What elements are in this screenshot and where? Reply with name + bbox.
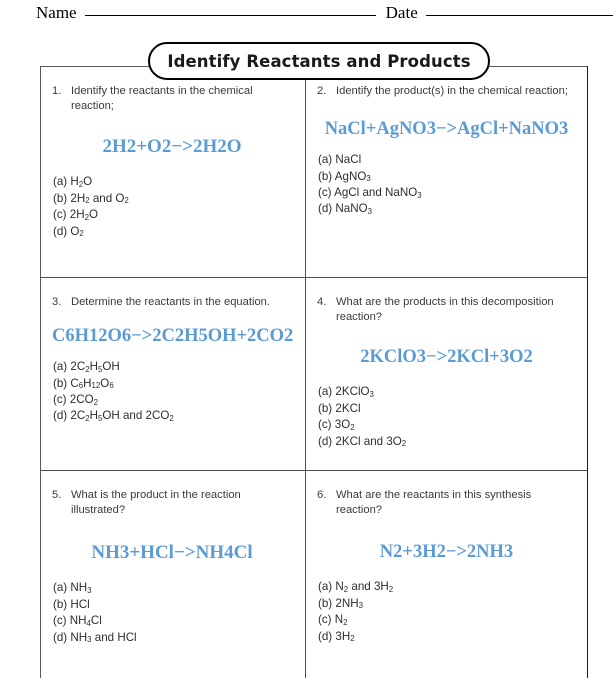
question-cell-2 [305, 66, 588, 276]
name-date-header [0, 0, 613, 30]
option-label: (a) [53, 581, 71, 595]
answer-option[interactable] [318, 629, 576, 645]
worksheet-title-badge [148, 42, 490, 80]
answer-option[interactable] [53, 597, 292, 613]
answer-option[interactable] [53, 376, 292, 392]
option-formula: $NH_3$ [70, 581, 92, 595]
question-cell-5 [40, 470, 304, 678]
questions-grid [40, 66, 588, 678]
answer-option[interactable] [318, 434, 576, 450]
answer-option[interactable] [53, 359, 292, 375]
option-formula: AgNO$_3$ [334, 169, 371, 184]
question-prompt-row [52, 488, 292, 518]
option-formula: $NH_3$ and HCl [70, 630, 137, 645]
option-label: (a) [318, 580, 336, 594]
option-label: (b) [53, 191, 71, 205]
question-number: 2. [317, 85, 327, 97]
option-formula: NaCl [335, 153, 362, 167]
answer-option[interactable] [318, 612, 576, 628]
option-formula: $N_2$ and $3H_2$ [335, 580, 394, 594]
question-prompt-row [52, 295, 292, 310]
chemical-equation: NH3+HCl−>NH4Cl [91, 542, 253, 564]
question-text: What are the reactants in this synthesis reaction? [336, 489, 532, 517]
chemical-equation: 2KClO3−>2KCl+3O2 [360, 347, 533, 368]
answer-option[interactable] [318, 384, 576, 400]
name-write-line[interactable] [85, 15, 376, 16]
question-cell-1 [40, 66, 304, 276]
question-text: Identify the reactants in the chemical reaction; [71, 85, 253, 113]
answer-option[interactable] [318, 152, 576, 168]
answer-option[interactable] [318, 169, 576, 185]
question-prompt-row [317, 295, 576, 325]
chemical-equation: C6H12O6−>2C2H5OH+2CO2 [52, 326, 294, 347]
answer-option[interactable] [53, 580, 292, 596]
question-text: Identify the product(s) in the chemical reaction; [336, 85, 568, 97]
answer-option[interactable] [318, 201, 576, 217]
option-formula: $N_2$ [334, 613, 348, 627]
option-formula: $2C_2H_5OH$ and $2CO_2$ [70, 409, 174, 424]
chemical-equation: N2+3H2−>2NH3 [379, 542, 514, 563]
option-label: (d) [53, 224, 71, 238]
option-formula: $C_6H_{12}O_6$ [70, 376, 114, 391]
question-text: What is the product in the reaction illustrated? [71, 489, 241, 517]
answer-option[interactable] [318, 185, 576, 201]
option-label: (a) [318, 153, 336, 167]
date-write-line[interactable] [426, 15, 613, 16]
answer-option[interactable] [53, 207, 292, 223]
question-number: 5. [52, 489, 62, 501]
option-label: (b) [318, 169, 335, 183]
answer-option[interactable] [318, 401, 576, 417]
question-number: 1. [52, 85, 62, 97]
option-label: (d) [53, 630, 71, 644]
option-label: (d) [318, 202, 336, 216]
option-label: (d) [318, 434, 336, 448]
answer-option[interactable] [318, 596, 576, 612]
question-number: 6. [317, 489, 327, 501]
option-formula: $3H_2$ [335, 629, 355, 644]
answer-option[interactable] [318, 417, 576, 433]
question-text: Determine the reactants in the equation. [71, 296, 271, 308]
question-number: 4. [317, 296, 327, 308]
option-formula: AgCl and NaNO$_3$ [334, 186, 422, 200]
answer-option[interactable] [53, 408, 292, 424]
answer-option[interactable] [53, 630, 292, 646]
option-formula: 2KCl [335, 401, 361, 415]
answer-options [317, 384, 576, 450]
option-label: (c) [318, 613, 335, 627]
option-formula: 2KCl and $3O_2$ [335, 434, 407, 449]
option-formula: NaNO$_3$ [335, 202, 372, 217]
option-formula: $O_2$ [70, 224, 84, 239]
option-label: (c) [318, 186, 335, 200]
question-prompt-row [317, 84, 576, 99]
option-label: (c) [53, 614, 70, 628]
question-prompt-row [317, 488, 576, 518]
option-formula: $H_2O$ [70, 175, 93, 189]
answer-option[interactable] [53, 613, 292, 629]
option-label: (b) [53, 376, 71, 390]
option-label: (c) [53, 393, 70, 407]
question-number: 3. [52, 296, 62, 308]
question-cell-6 [305, 470, 588, 678]
option-formula: $2H_2O$ [69, 208, 98, 222]
option-formula: $NH_4Cl$ [69, 614, 102, 628]
answer-options [317, 152, 576, 218]
option-label: (c) [318, 418, 335, 432]
answer-option[interactable] [53, 392, 292, 408]
option-label: (a) [53, 175, 71, 189]
answer-options [52, 359, 292, 425]
option-formula: HCl [70, 597, 90, 611]
option-label: (a) [53, 360, 71, 374]
answer-options [52, 580, 292, 646]
answer-options [317, 579, 576, 645]
option-label: (a) [318, 385, 336, 399]
question-cell-3 [40, 277, 304, 469]
question-text: What are the products in this decomposition reaction? [336, 296, 554, 324]
answer-option[interactable] [53, 224, 292, 240]
date-label: Date [385, 3, 418, 22]
question-cell-4 [305, 277, 588, 469]
answer-option[interactable] [53, 174, 292, 190]
answer-option[interactable] [53, 191, 292, 207]
page-title: Identify Reactants and Products [167, 51, 471, 71]
option-formula: $3O_2$ [334, 418, 355, 432]
option-formula: $2NH_3$ [335, 596, 363, 611]
answer-options [52, 174, 292, 240]
option-label: (d) [53, 409, 71, 423]
option-label: (b) [53, 597, 71, 611]
name-label: Name [36, 3, 77, 22]
option-formula: $2C_2H_5OH$ [70, 360, 120, 374]
option-label: (c) [53, 208, 70, 222]
chemical-equation: 2H2+O2−>2H2O [102, 136, 242, 158]
answer-option[interactable] [318, 579, 576, 595]
chemical-equation: NaCl+AgNO3−>AgCl+NaNO3 [324, 119, 569, 140]
option-label: (d) [318, 629, 336, 643]
option-formula: $2CO_2$ [69, 393, 98, 407]
option-label: (b) [318, 401, 336, 415]
option-formula: $2H_2$ and $O_2$ [70, 191, 129, 206]
option-label: (b) [318, 596, 336, 610]
question-prompt-row [52, 84, 292, 114]
option-formula: 2KClO$_3$ [335, 385, 374, 399]
